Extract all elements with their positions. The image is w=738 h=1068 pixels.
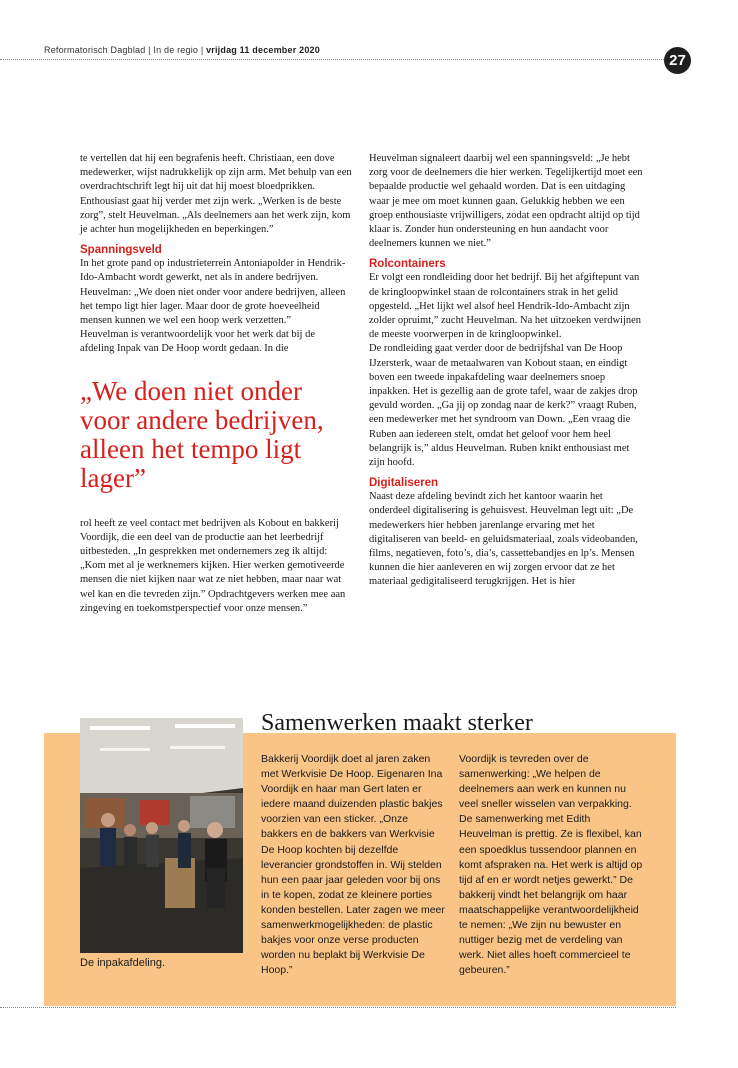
photo-inpakafdeling: [80, 718, 243, 953]
sidebar-title: Samenwerken maakt sterker: [261, 710, 533, 736]
subheading-spanningsveld: Spanningsveld: [80, 244, 162, 257]
subheading-digitaliseren: Digitaliseren: [369, 477, 439, 490]
sidebar-text-column-1: Bakkerij Voordijk doet al jaren zaken met Werkvisie De Hoop. Eigenaren Ina Voordijk en haar man Gert laten er iedere maand duizenden plastic bakjes voorzien van een sticker. „Onze bakkers en de bakkers van Werkvisie De Hoop kochten bij dezelfde leverancier grondstoffen in. Wij stelden hun een paar jaar geleden voor bij ons in te kopen, zodat ze kleinere porties konden bestellen. Later zagen we meer samenwerkmogelijkheden: de plastic bakjes voor onze verse producten worden nu beplakt bij Werkvisie De Hoop.”: [261, 753, 445, 977]
sidebar-text-column-2: Voordijk is tevreden over de samenwerking: „We helpen de deelnemers aan werk en kunnen nu veel sneller wisselen van verpakking. De samenwerking met Edith Heuvelman is prettig. Ze is flexibel, kan een spoedklus tussendoor plannen en komt afspraken na. Het werk is altijd op tijd af en er wordt netjes gewerkt.” De bakkerij vindt het belangrijk om haar maatschappelijke verantwoordelijkheid te nemen: „We zijn nu bewuster en nuttiger bezig met de verdeling van werk. Niet alles hoeft commercieel te gebeuren.”: [459, 753, 643, 977]
article-column-left: [80, 152, 352, 616]
paragraph: Naast deze afdeling bevindt zich het kantoor waarin het onderdeel digitalisering is gehuisvest. Heuvelman legt uit: „De medewerkers hier hebben jarenlange ervaring met het digitaliseren van beeld- en geluidsmateriaal, zoals videobanden, films, negatieven, foto’s, dia’s, cassettebandjes en lp’s. Mensen kunnen die hier aanleveren en wij zorgen ervoor dat ze het materiaal gedigitaliseerd terugkrijgen. Het is hier: [369, 491, 638, 588]
bottom-divider: [0, 1007, 676, 1008]
publication-date: vrijdag 11 december 2020: [206, 45, 320, 55]
photo-caption: De inpakafdeling.: [80, 957, 166, 969]
paragraph: In het grote pand op industrieterrein Antoniapolder in Hendrik-Ido-Ambacht wordt gewerkt, net als in andere bedrijven. Heuvelman: „We doen niet onder voor andere bedrijven, alleen het tempo ligt hier lager. Maar door de grote hoeveelheid mensen kunnen we wel een hoop werk verzetten.”: [80, 258, 346, 327]
paragraph: rol heeft ze veel contact met bedrijven als Kobout en bakkerij Voordijk, die een deel van de productie aan het leerbedrijf uitbesteden. „In gesprekken met ondernemers zeg ik altijd: „Kom met al je werknemers kijken. Hier werken gemotiveerde mensen die niet kijken naar wat ze niet hebben, maar naar wat wel kan en die tevreden zijn.” Opdrachtgevers werken mee aan zingeving en toekomstperspectief voor onze mensen.”: [80, 517, 346, 614]
paragraph: Heuvelman is verantwoordelijk voor het werk dat bij de afdeling Inpak van De Hoop wordt gedaan. In die: [80, 329, 316, 355]
paragraph: De rondleiding gaat verder door de bedrijfshal van De Hoop IJzersterk, waar de metaalwaren van Kobout staan, en eindigt boven een tweede inpakafdeling waar deelnemers snoep inpakken. Het is gezellig aan de grote tafel, waar de zakjes drop gevuld worden. „Ga jij op zondag naar de kerk?” vraagt Ruben, een medewerker met het syndroom van Down. „Een vraag die Ruben aan iedereen stelt, omdat het geloof voor hem heel belangrijk is,” aldus Heuvelman. Ruben knikt enthousiast met zijn hoofd.: [369, 343, 638, 469]
paragraph: Er volgt een rondleiding door het bedrijf. Bij het afgiftepunt van de kringloopwinkel staan de rolcontainers strak in het gelid opgesteld. „Het lijkt wel alsof heel Hendrik-Ido-Ambacht zijn zolder opruimt,” zucht Heuvelman. Na het uitzoeken verdwijnen de meeste voorwerpen in de kringloopwinkel.: [369, 272, 642, 341]
publication-name: Reformatorisch Dagblad | In de regio |: [44, 45, 207, 55]
pull-quote: „We doen niet onder voor andere bedrijven, alleen het tempo ligt lager”: [80, 375, 324, 493]
subheading-rolcontainers: Rolcontainers: [369, 258, 446, 271]
article-column-right: [369, 152, 643, 590]
page-header: [44, 45, 320, 55]
top-divider: [0, 59, 664, 60]
paragraph: te vertellen dat hij een begrafenis heeft. Christiaan, een dove medewerker, wijst nadrukkelijk op zijn arm. Met behulp van een overdrachtschrift legt hij uit dat hij moest bloedprikken. Enthousiast gaat hij verder met zijn werk. „Werken is de beste zorg”, stelt Heuvelman. „Als deelnemers aan het werk zijn, kom je achter hun mogelijkheden en beperkingen.”: [80, 153, 352, 236]
paragraph: Heuvelman signaleert daarbij wel een spanningsveld: „Je hebt zorg voor de deelnemers die hier werken. Tegelijkertijd moet een bepaalde productie wel gehaald worden. Dat is een uitdaging waar je mee om moet kunnen gaan. Gelukkig hebben we een groep enthousiaste vrijwilligers, zodat een opdracht altijd op tijd klaar is. Zonder hun ondersteuning en hun aandacht voor deelnemers kunnen we niet.”: [369, 153, 643, 250]
page-number: 27: [664, 47, 691, 74]
